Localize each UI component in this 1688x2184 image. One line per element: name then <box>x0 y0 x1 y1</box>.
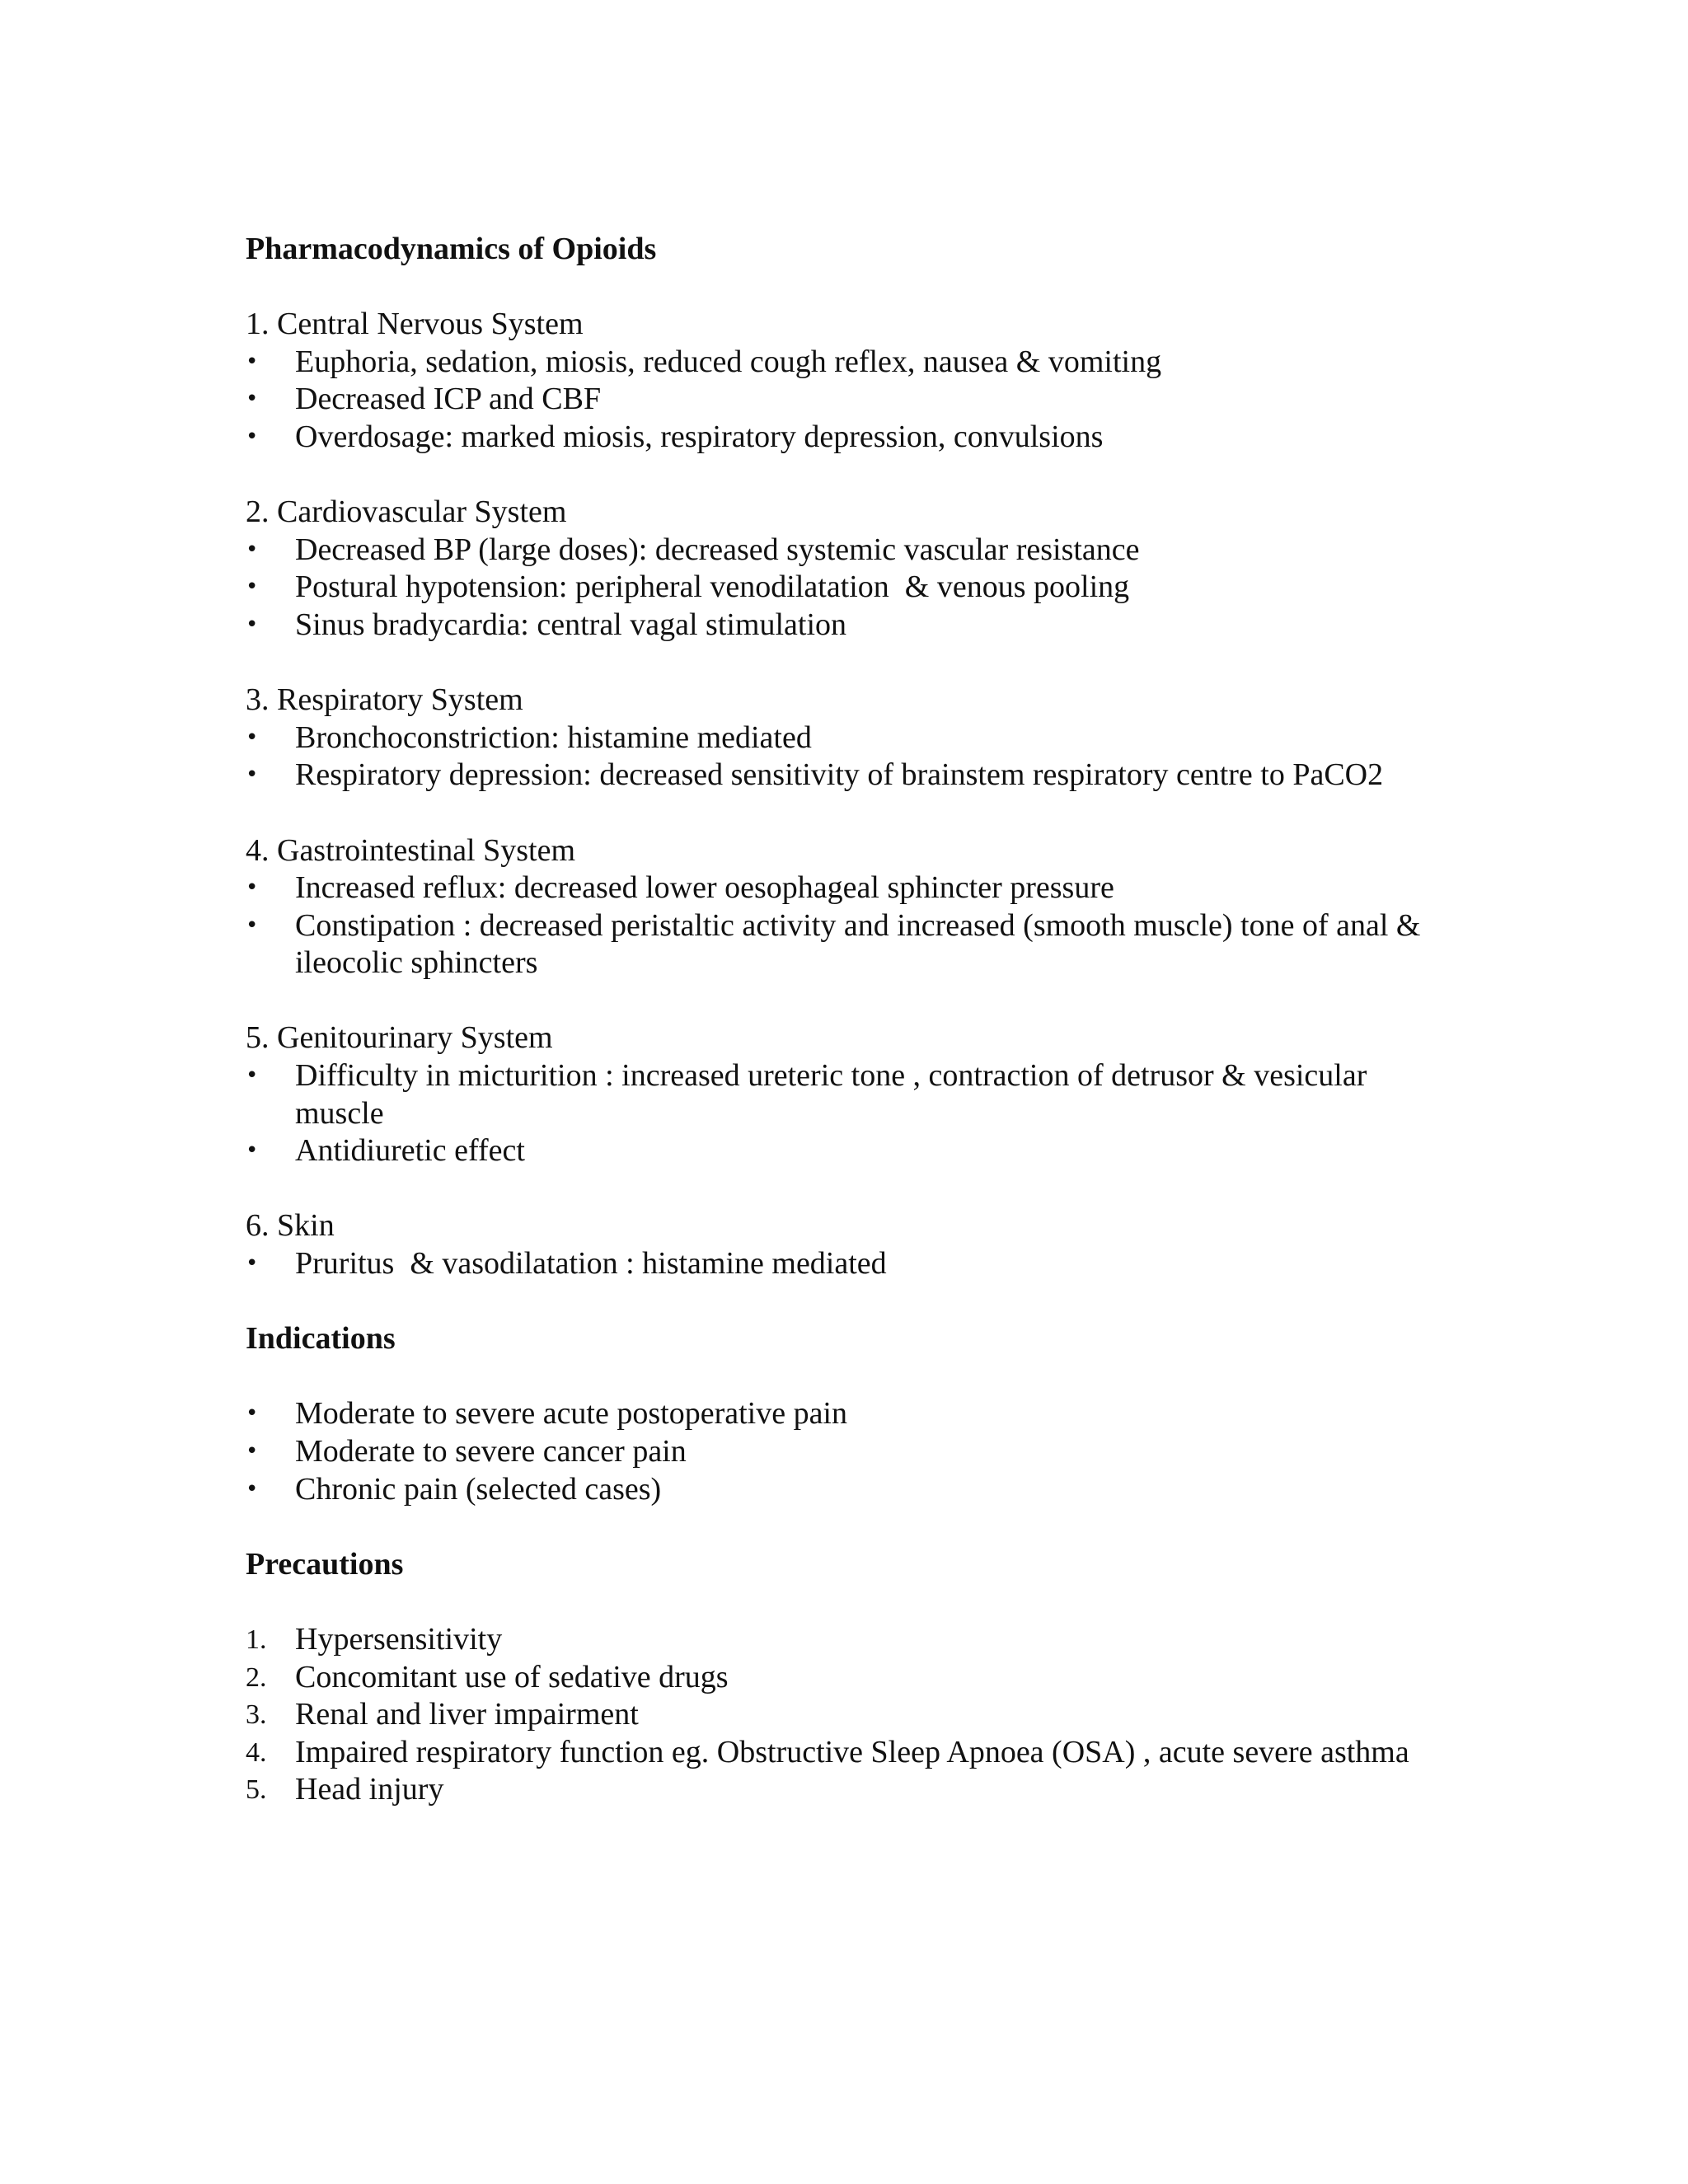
bullet-icon: • <box>246 1138 259 1164</box>
spacer <box>246 1508 1449 1546</box>
spacer <box>246 982 1449 1020</box>
list-item-text: Euphoria, sedation, miosis, reduced cough reflex, nausea & vomiting <box>295 344 1162 379</box>
bullet-list-cardiovascular <box>246 532 1449 644</box>
bullet-list-cns <box>246 344 1449 457</box>
bullet-list-gastrointestinal <box>246 869 1449 982</box>
list-item-text: Impaired respiratory function eg. Obstructive Sleep Apnoea (OSA) , acute severe asthma <box>295 1734 1409 1769</box>
list-item <box>246 532 1449 569</box>
bullet-icon: • <box>246 1439 259 1464</box>
spacer <box>246 269 1449 307</box>
bullet-icon: • <box>246 912 259 938</box>
document-body <box>246 231 1449 1809</box>
list-item-text: Hypersensitivity <box>295 1621 503 1657</box>
bullet-list-indications <box>246 1395 1449 1508</box>
bullet-icon: • <box>246 1476 259 1502</box>
numbered-list-precautions <box>246 1621 1449 1809</box>
list-item-text: Chronic pain (selected cases) <box>295 1471 662 1507</box>
list-item <box>246 1395 1449 1433</box>
list-item-text: Increased reflux: decreased lower oesophageal sphincter pressure <box>295 870 1114 906</box>
bullet-list-genitourinary <box>246 1057 1449 1170</box>
bullet-icon: • <box>246 387 259 412</box>
spacer <box>246 1583 1449 1621</box>
bullet-icon: • <box>246 1401 259 1427</box>
bullet-icon: • <box>246 724 259 750</box>
list-item <box>246 1696 1449 1734</box>
list-item <box>246 1471 1449 1509</box>
list-item <box>246 1734 1449 1772</box>
list-item-text: Moderate to severe cancer pain <box>295 1434 687 1469</box>
list-number: 3. <box>246 1699 267 1731</box>
list-number: 4. <box>246 1736 267 1768</box>
list-item-text: Moderate to severe acute postoperative pain <box>295 1396 847 1432</box>
list-item-text: Respiratory depression: decreased sensitivity of brainstem respiratory centre to PaCO2 <box>295 757 1384 793</box>
list-item-text: Head injury <box>295 1772 444 1807</box>
spacer <box>246 1170 1449 1208</box>
list-item <box>246 1245 1449 1283</box>
list-item <box>246 1057 1449 1132</box>
system-heading-genitourinary: 5. Genitourinary System <box>246 1020 553 1056</box>
list-item <box>246 757 1449 794</box>
list-item <box>246 1132 1449 1170</box>
list-item-text: Constipation : decreased peristaltic activity and increased (smooth muscle) tone of anal & ileocolic sphincters <box>295 907 1421 981</box>
list-item-text: Renal and liver impairment <box>295 1697 639 1732</box>
bullet-icon: • <box>246 875 259 901</box>
list-item-text: Decreased BP (large doses): decreased systemic vascular resistance <box>295 532 1140 567</box>
bullet-icon: • <box>246 1251 259 1277</box>
system-heading-cardiovascular: 2. Cardiovascular System <box>246 494 567 530</box>
list-item-text: Overdosage: marked miosis, respiratory depression, convulsions <box>295 419 1104 454</box>
bullet-list-respiratory <box>246 719 1449 794</box>
list-item-text: Pruritus & vasodilatation : histamine mediated <box>295 1246 887 1282</box>
indications-title: Indications <box>246 1321 396 1357</box>
list-item <box>246 1621 1449 1659</box>
list-item <box>246 1659 1449 1697</box>
list-item <box>246 1771 1449 1809</box>
list-item <box>246 381 1449 419</box>
system-heading-skin: 6. Skin <box>246 1208 335 1244</box>
bullet-icon: • <box>246 349 259 374</box>
list-number: 5. <box>246 1774 267 1806</box>
list-number: 1. <box>246 1624 267 1655</box>
spacer <box>246 644 1449 682</box>
bullet-icon: • <box>246 424 259 449</box>
list-item-text: Bronchoconstriction: histamine mediated <box>295 719 812 755</box>
precautions-title: Precautions <box>246 1546 404 1582</box>
list-item <box>246 419 1449 457</box>
list-item-text: Concomitant use of sedative drugs <box>295 1659 729 1694</box>
bullet-icon: • <box>246 612 259 637</box>
list-item <box>246 907 1449 982</box>
system-heading-respiratory: 3. Respiratory System <box>246 682 523 718</box>
list-item-text: Sinus bradycardia: central vagal stimulation <box>295 607 847 642</box>
list-item <box>246 344 1449 382</box>
list-item-text: Difficulty in micturition : increased ureteric tone , contraction of detrusor & vesicular muscle <box>295 1058 1367 1131</box>
bullet-icon: • <box>246 574 259 600</box>
spacer <box>246 457 1449 494</box>
list-item <box>246 869 1449 907</box>
bullet-list-skin <box>246 1245 1449 1283</box>
bullet-icon: • <box>246 762 259 788</box>
list-item <box>246 607 1449 644</box>
list-item <box>246 719 1449 757</box>
list-item <box>246 569 1449 607</box>
bullet-icon: • <box>246 537 259 562</box>
system-heading-gastrointestinal: 4. Gastrointestinal System <box>246 832 576 868</box>
list-item-text: Postural hypotension: peripheral venodilatation & venous pooling <box>295 569 1130 605</box>
spacer <box>246 1283 1449 1321</box>
list-item <box>246 1433 1449 1471</box>
spacer <box>246 794 1449 832</box>
list-number: 2. <box>246 1661 267 1693</box>
system-heading-cns: 1. Central Nervous System <box>246 307 584 342</box>
spacer <box>246 1358 1449 1396</box>
bullet-icon: • <box>246 1063 259 1089</box>
list-item-text: Antidiuretic effect <box>295 1133 525 1169</box>
list-item-text: Decreased ICP and CBF <box>295 382 602 417</box>
page-title: Pharmacodynamics of Opioids <box>246 232 657 266</box>
